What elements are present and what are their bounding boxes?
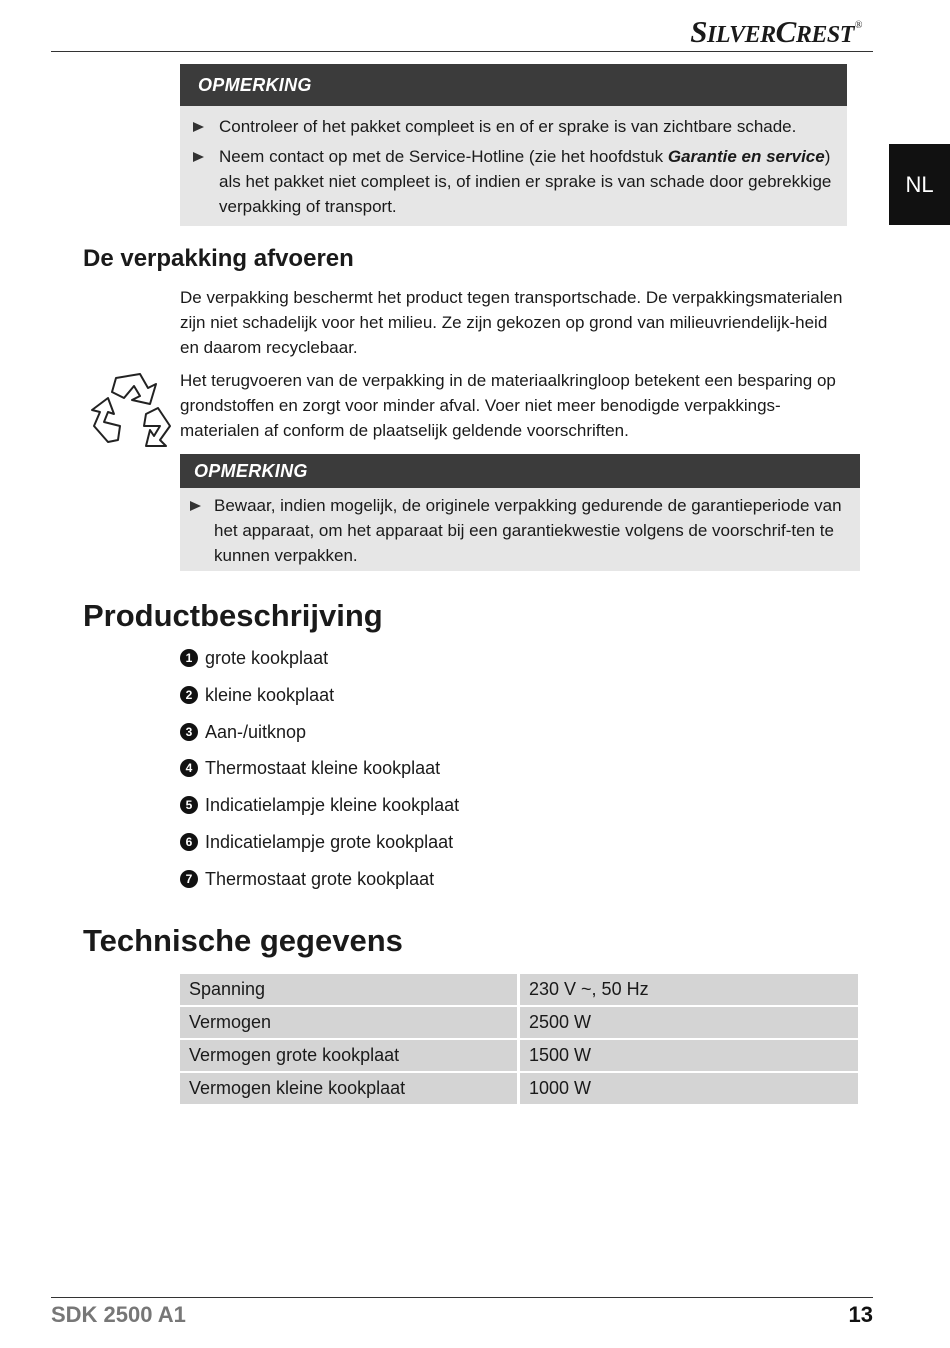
- table-row: [180, 974, 858, 1005]
- note-box-keep-packaging: [180, 454, 860, 571]
- list-item: 4 Thermostaat kleine kookplaat: [180, 755, 459, 792]
- chapter-reference: Garantie en service: [667, 147, 825, 166]
- list-item: 6 Indicatielampje grote kookplaat: [180, 829, 459, 866]
- table-row: [180, 1073, 858, 1104]
- arrow-bullet-icon: [193, 152, 204, 162]
- parts-list: [180, 645, 459, 903]
- list-item: 1 grote kookplaat: [180, 645, 459, 682]
- number-badge: 2: [180, 686, 198, 704]
- spec-key: Vermogen: [180, 1007, 520, 1038]
- section-heading-product-description: Productbeschrijving: [83, 598, 383, 633]
- number-badge: 6: [180, 833, 198, 851]
- table-row: [180, 1007, 858, 1038]
- number-badge: 3: [180, 723, 198, 741]
- packaging-paragraph-2: Het terugvoeren van de verpakking in de materiaalkringloop betekent een besparing op grondstoffen en zorgt voor minder afval. Voer niet meer benodigde verpakkings-materialen af conform de plaatselijk geldende voorschriften.: [180, 371, 836, 440]
- section-heading-packaging: De verpakking afvoeren: [83, 245, 354, 272]
- number-badge: 4: [180, 759, 198, 777]
- spec-value: 2500 W: [520, 1007, 858, 1038]
- header-rule: [51, 51, 873, 52]
- arrow-bullet-icon: [193, 122, 204, 132]
- list-item: 5 Indicatielampje kleine kookplaat: [180, 792, 459, 829]
- list-item: 3 Aan-/uitknop: [180, 719, 459, 756]
- note-box-inspection: [180, 64, 847, 226]
- packaging-paragraph-1: De verpakking beschermt het product tegen transportschade. De verpakkingsmaterialen zijn niet schadelijk voor het milieu. Ze zijn gekozen op grond van milieuvriendelijk-heid en daarom recyclebaar.: [180, 288, 843, 357]
- page-number: 13: [848, 1302, 873, 1327]
- spec-value: 1000 W: [520, 1073, 858, 1104]
- table-row: [180, 1040, 858, 1071]
- number-badge: 7: [180, 870, 198, 888]
- section-heading-technical-data: Technische gegevens: [83, 923, 403, 958]
- note-item: Controleer of het pakket compleet is en of er sprake is van zichtbare schade.: [193, 114, 835, 139]
- spec-key: Vermogen kleine kookplaat: [180, 1073, 520, 1104]
- note-title: OPMERKING: [180, 64, 847, 106]
- list-item: 7 Thermostaat grote kookplaat: [180, 866, 459, 903]
- spec-key: Vermogen grote kookplaat: [180, 1040, 520, 1071]
- arrow-bullet-icon: [190, 501, 201, 511]
- brand-logo: SILVERCREST®: [690, 14, 862, 49]
- list-item: 2 kleine kookplaat: [180, 682, 459, 719]
- spec-table: [180, 972, 858, 1106]
- spec-value: 1500 W: [520, 1040, 858, 1071]
- language-tab: NL: [889, 144, 950, 225]
- spec-key: Spanning: [180, 974, 520, 1005]
- recycle-icon: [88, 368, 174, 450]
- number-badge: 1: [180, 649, 198, 667]
- note-title: OPMERKING: [180, 454, 860, 488]
- footer-rule: [51, 1297, 873, 1298]
- number-badge: 5: [180, 796, 198, 814]
- spec-value: 230 V ~, 50 Hz: [520, 974, 858, 1005]
- note-item: Neem contact op met de Service-Hotline (zie het hoofdstuk Garantie en service) als het pakket niet compleet is, of indien er sprake is van schade door gebrekkige verpakking of transport.: [193, 144, 835, 219]
- note-item: Bewaar, indien mogelijk, de originele verpakking gedurende de garantieperiode van het apparaat, om het apparaat bij een garantiekwestie volgens de voorschrif-ten te kunnen verpakken.: [190, 493, 848, 568]
- footer-model-number: SDK 2500 A1: [51, 1302, 186, 1327]
